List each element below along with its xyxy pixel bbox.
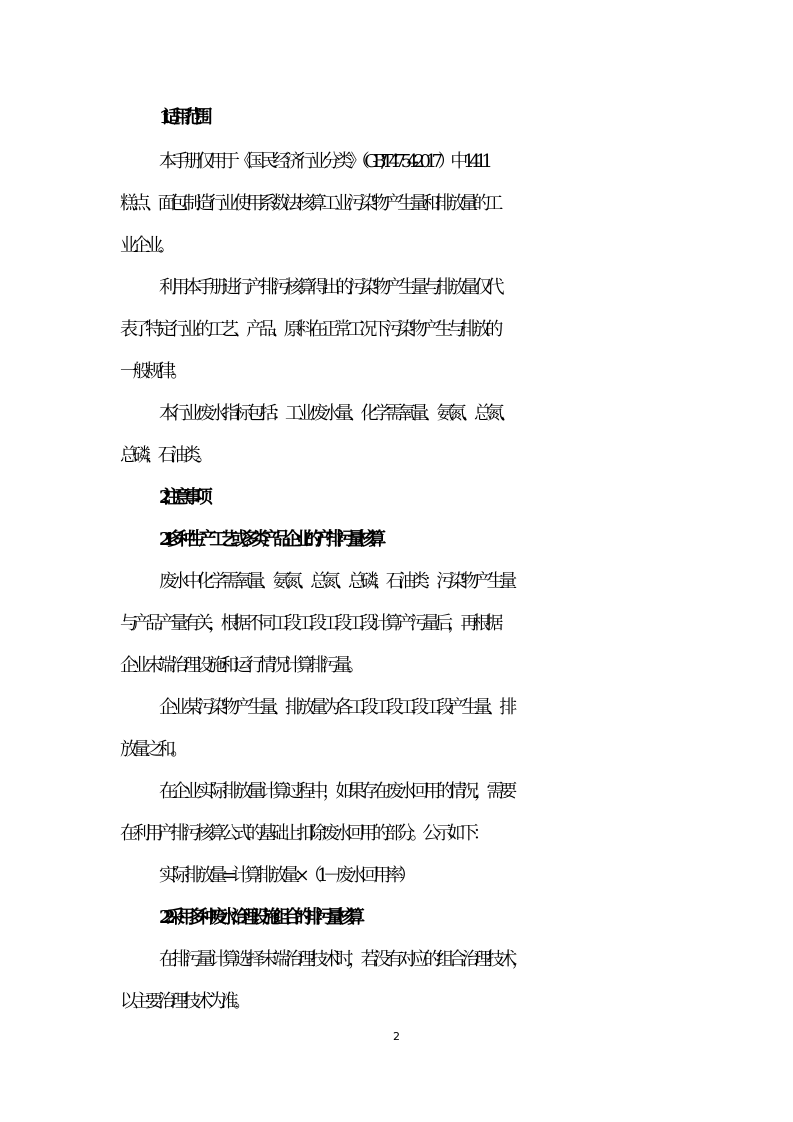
section-2-1-paragraph-3-line-2: 在利用产排污核算公式的基础上扣除废水回用的部分。公示如下： xyxy=(120,823,486,844)
section-1-paragraph-1-line-3: 业企业。 xyxy=(120,235,171,256)
section-1-heading: 1.适用范围 xyxy=(159,107,206,128)
section-1-paragraph-3-line-2: 总磷、石油类。 xyxy=(120,445,209,466)
section-2-1-paragraph-3-line-1: 在企业实际排放量计算过程中，如果存在废水回用的情况，需要 xyxy=(159,781,512,802)
section-1-paragraph-3-line-1: 本行业废水指标包括：工业废水量、化学需氧量、氨氮、总氮、 xyxy=(159,403,512,424)
section-2-2-paragraph-1-line-1: 在排污量计算选择末端治理技术时，若没有对应的组合治理技术， xyxy=(159,949,525,970)
section-1-paragraph-1-line-2: 糕点、面包制造行业使用系数法核算工业污染物产生量和排放量的工 xyxy=(120,193,498,214)
page-number: 2 xyxy=(393,1030,400,1043)
section-1-paragraph-1-line-1: 本手册仅用于《国民经济行业分类》（GB/T 4754-2017）中 1411 xyxy=(159,151,488,172)
formula-line: 实际排放量=计算排放量×（1－废水回用率） xyxy=(159,865,412,886)
section-2-2-heading: 2.2 采用多种废水治理设施组合的排污量核算 xyxy=(159,907,358,928)
section-1-paragraph-2-line-3: 一般规律。 xyxy=(120,361,183,382)
section-2-1-heading: 2.1 多种生产工艺或多类产品企业的产排污量核算 xyxy=(159,529,379,550)
section-2-2-paragraph-1-line-2: 以主要治理技术为准。 xyxy=(120,991,246,1012)
section-1-paragraph-2-line-1: 利用本手册进行产排污核算得出的污染物产生量与排放量仅代 xyxy=(159,277,500,298)
section-2-1-paragraph-1-line-2: 与产品产量有关，根据不同工段工段工段工段计算产污量后，再根据 xyxy=(120,613,498,634)
section-2-heading: 2.注意事项 xyxy=(159,487,206,508)
section-1-paragraph-2-line-2: 表了特定行业的工艺、产品、原料在正常工况下污染物产生与排放的 xyxy=(120,319,498,340)
section-2-1-paragraph-2-line-2: 放量之和。 xyxy=(120,739,183,760)
section-2-1-paragraph-1-line-3: 企业末端治理设施和运行情况计算排污量。 xyxy=(120,655,360,676)
section-2-1-paragraph-2-line-1: 企业某污染物产生量、排放量为各工段工段工段工段产生量、排 xyxy=(159,697,512,718)
section-2-1-paragraph-1-line-1: 废水中化学需氧量、氨氮、总氮、总磷、石油类：污染物产生量 xyxy=(159,571,512,592)
